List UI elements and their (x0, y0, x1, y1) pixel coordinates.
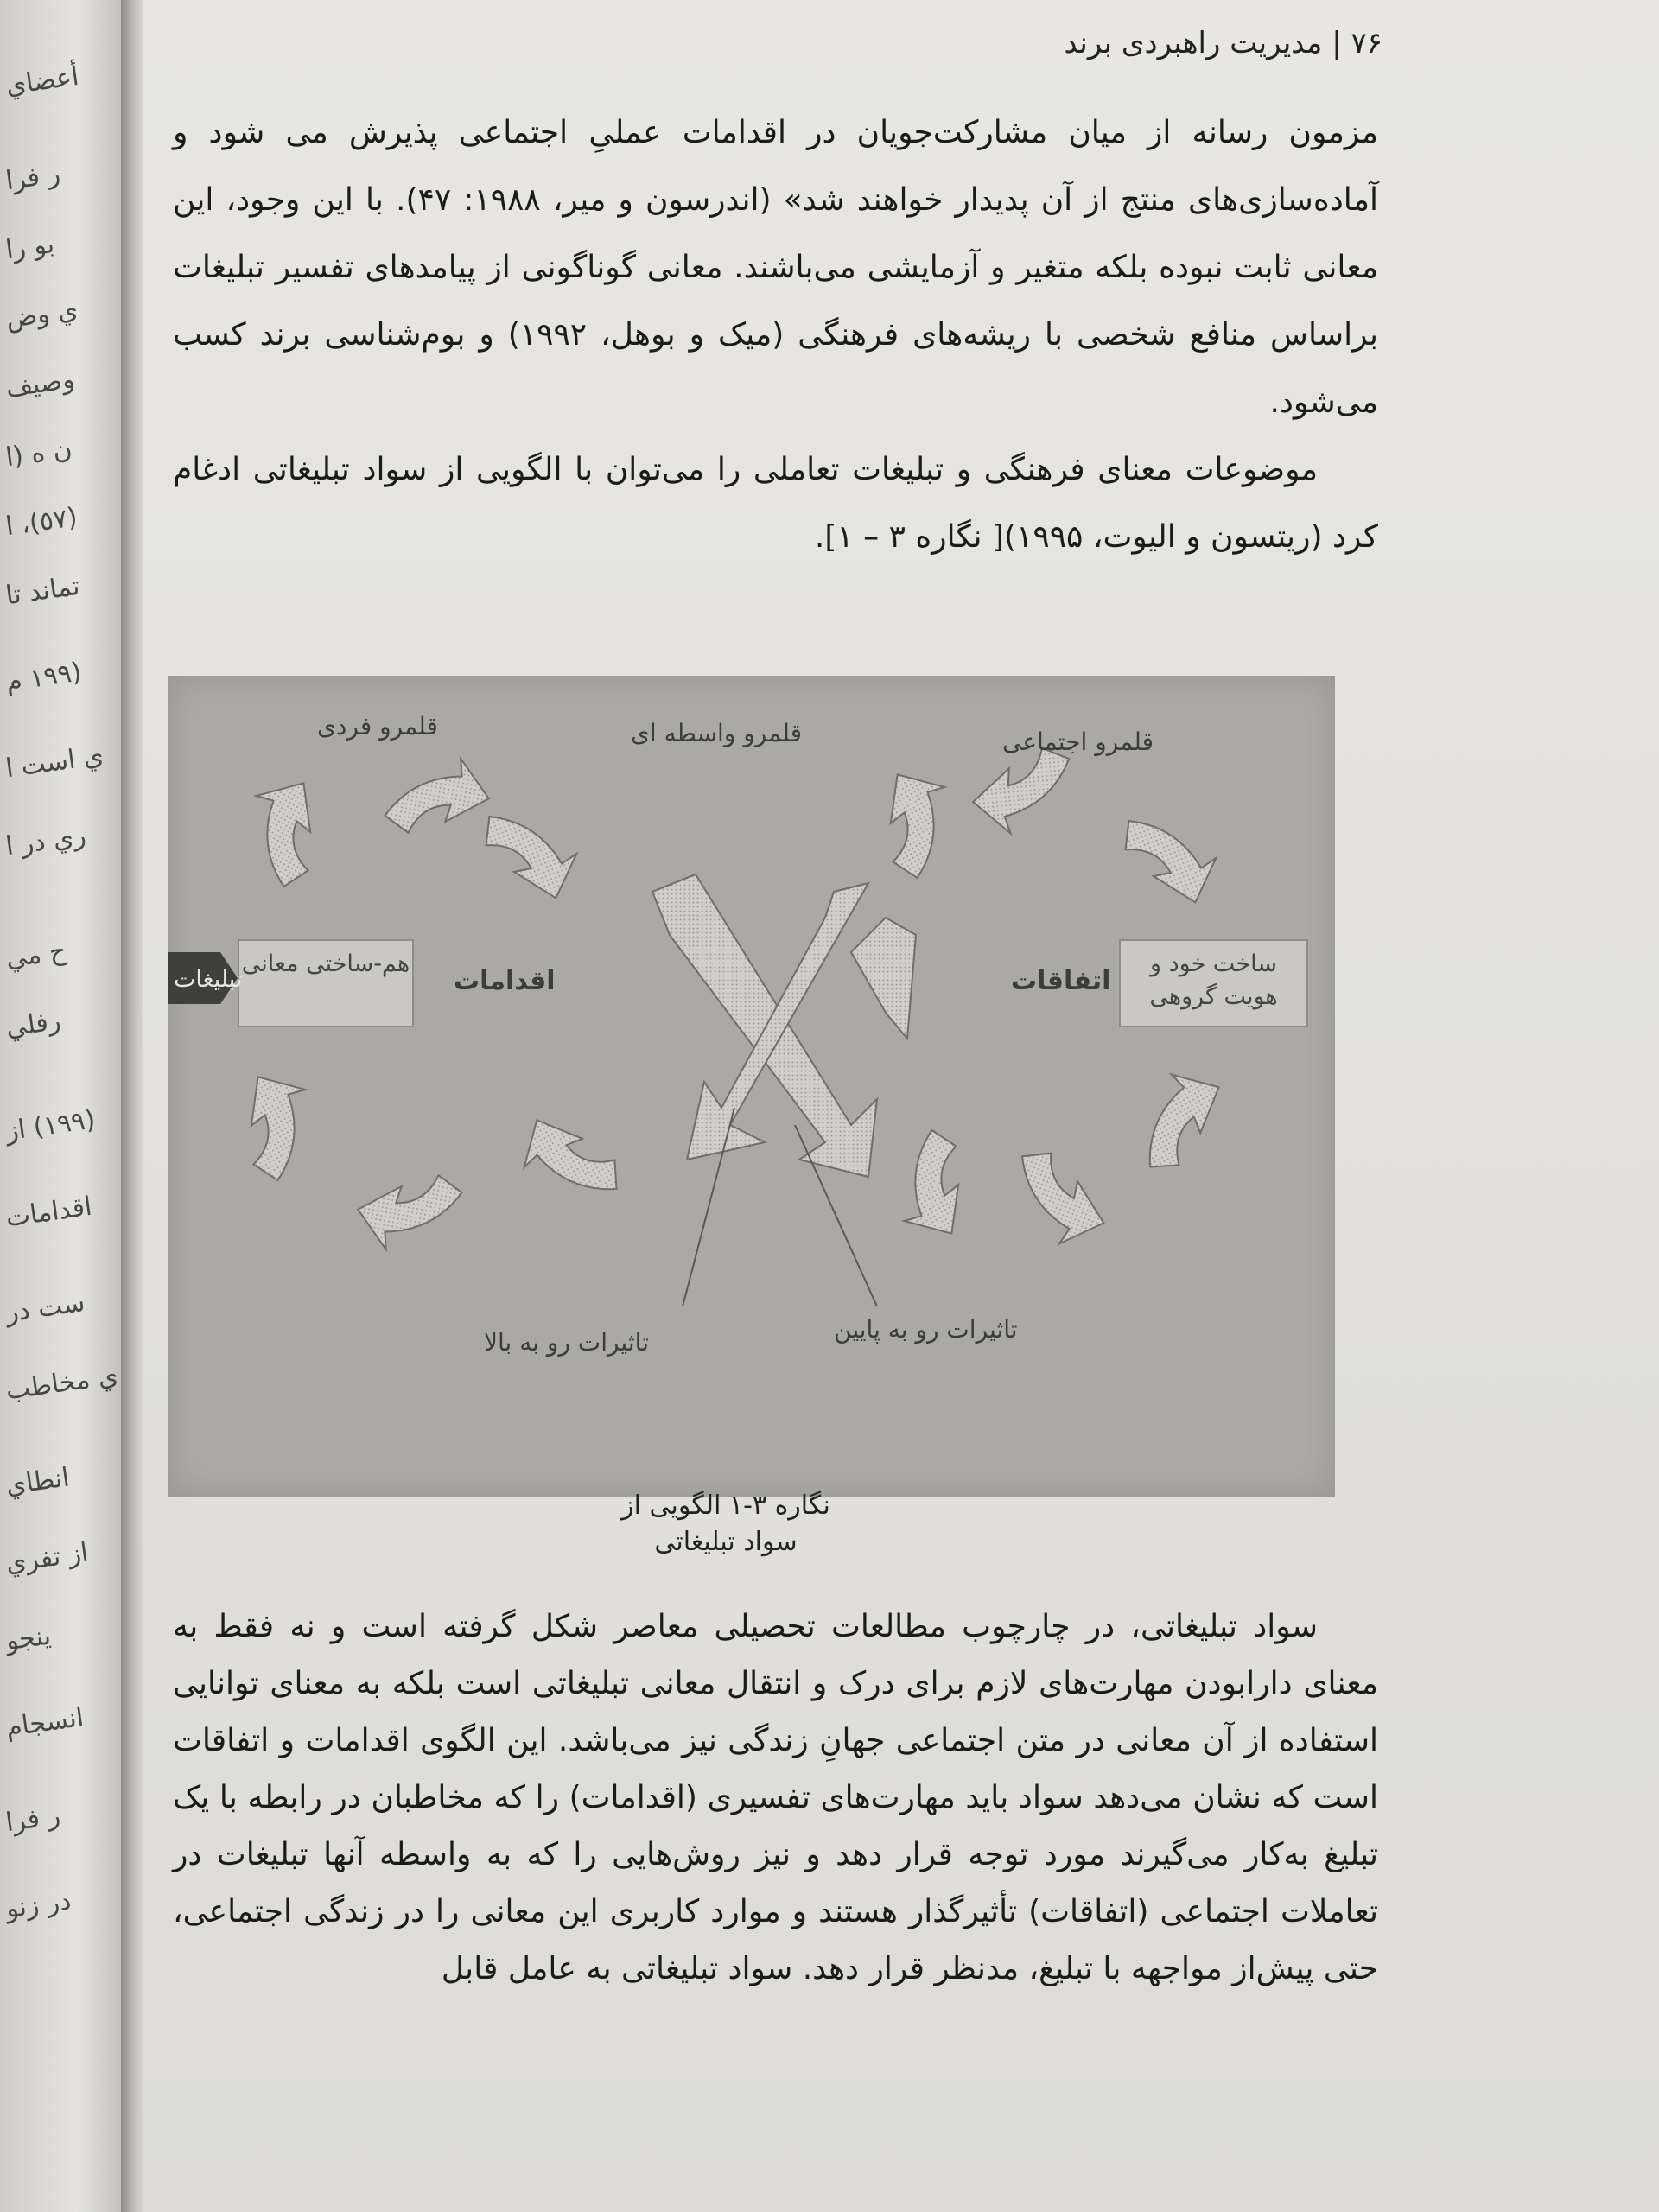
left-page-fragment: تماند تا (3, 570, 82, 612)
figure-graphics (168, 676, 1335, 1497)
book-title: مدیریت راهبردی برند (1064, 26, 1323, 60)
left-page-fragment: ي وض (3, 295, 80, 335)
cycle-arrow (999, 1144, 1121, 1255)
label-intermediate-realm: قلمرو واسطه ای (631, 719, 803, 747)
left-page-fragment: رفلي (3, 1005, 63, 1044)
cycle-arrow (477, 793, 588, 915)
cycle-arrow (1116, 1058, 1243, 1179)
left-page-fragment: أعضاي (3, 60, 81, 102)
page-number: ۷۶ (1351, 26, 1382, 60)
top-text-block (173, 99, 1378, 571)
left-page-fragment: وصيف (3, 364, 77, 404)
label-downward-effects: تاثیرات رو به پایین (834, 1315, 1018, 1344)
cycle-arrow (224, 766, 345, 893)
left-page-fragment: ي است ا (3, 740, 106, 785)
paragraph-topics: موضوعات معنای فرهنگی و تبلیغات تعاملی را می‌توان با الگویی از سواد تبلیغاتی ادغام کرد (ریتسون و الیوت، ۱۹۹۵)[ نگاره ۳ – ۱]. (173, 452, 1378, 555)
left-page-fragment: (٥٧)، ا (3, 502, 79, 543)
label-events: اتفاقات (1011, 966, 1111, 996)
header-separator: | (1332, 26, 1342, 60)
label-advertising: تبلیغات (174, 966, 243, 993)
left-page-fragment: ح مي (3, 935, 68, 975)
cross-arrow-head (851, 918, 916, 1039)
figure-caption (501, 1488, 950, 1560)
cycle-arrow (1116, 798, 1228, 919)
left-page-fragment: اقدامات (3, 1191, 94, 1234)
paragraph-continued: مزمون رسانه از میان مشارکت‌جویان در اقدامات عملیِ اجتماعی پذیرش می شود و آماده‌سازی‌های منتج از آن پدیدار خواهند شد» (اندرسون و میر، ۱۹۸۸: ۴۷). با این وجود، این معانی ثابت نبوده بلکه متغیر و آزمایشی می‌باشند. معانی گوناگونی از پیامدهای تفسیر تبلیغات براساس منافع شخصی با ریشه‌های فرهنگی (میک و بوهل، ۱۹۹۲) و بوم‌شناسی برند کسب می‌شود. (173, 115, 1378, 420)
label-actions: اقدامات (454, 966, 556, 996)
left-page-fragment: از تفري (3, 1537, 91, 1580)
left-page-fragment: بو را (3, 228, 56, 266)
left-page-fragment: انسجام (3, 1702, 86, 1744)
label-social-realm: قلمرو اجتماعی (1002, 728, 1154, 756)
cycle-arrow (383, 747, 495, 846)
paragraph-advertising-literacy: سواد تبلیغاتی، در چارچوب مطالعات تحصیلی معاصر شکل گرفته است و نه فقط به معنای دارابودن مهارت‌های لازم برای درک و انتقال معانی تبلیغاتی است بلکه به معنای توانایی استفاده از آن معانی در متن اجتماعی جهانِ زندگی نیز می‌باشد. این الگوی اقدامات و اتفاقات است که نشان می‌دهد سواد باید مهارت‌های تفسیری (اقدامات) را که مخاطبان در رابطه با یک تبلیغ به‌کار می‌گیرند مورد توجه قرار دهد و نیز روش‌هایی را که به واسطه آنها تبلیغات در تعاملات اجتماعی (اتفاقات) تأثیرگذار هستند و موارد کاربری این معانی را در زندگی اجتماعی، حتی پیش‌از مواجهه با تبلیغ، مدنظر قرار دهد. سواد تبلیغاتی به عامل قابل (173, 1609, 1378, 1986)
left-page-fragment: ينجو (3, 1620, 54, 1657)
bottom-text-block (173, 1599, 1378, 1998)
caption-line-2: سواد تبلیغاتی (654, 1527, 798, 1557)
left-page-fragment: ن ه (ا (3, 433, 74, 474)
left-page-fragment: ست در (3, 1287, 87, 1329)
box-co-construction-of-meanings: هم-ساختی معانی (238, 939, 414, 1027)
figure-advertising-literacy-model (168, 676, 1335, 1497)
left-page-fragment: انطاي (3, 1462, 72, 1502)
left-page-fragment: ر فرا (3, 1800, 62, 1839)
cycle-arrow (969, 746, 1075, 836)
left-page-fragment: ري در ا (3, 820, 88, 862)
label-upward-effects: تاثیرات رو به بالا (484, 1328, 649, 1357)
running-header (1065, 26, 1382, 60)
caption-line-1: نگاره ۳-۱ الگویی از (621, 1491, 830, 1521)
cycle-arrow (217, 1059, 338, 1186)
cycle-arrow (856, 757, 977, 884)
cycle-arrow (507, 1096, 628, 1224)
cycle-arrow (352, 1163, 464, 1262)
left-page-fragment: در زنو (3, 1885, 73, 1925)
left-page-fragment: ر فرا (3, 158, 62, 197)
box-self-and-group-identity: ساخت خود و هویت گروهی (1119, 939, 1308, 1027)
left-page-edge (0, 0, 130, 2212)
cycle-arrow (872, 1124, 993, 1251)
label-individual-realm: قلمرو فردی (317, 712, 438, 741)
left-page-fragment: (١٩٩ م (3, 657, 84, 698)
left-page-fragment: ي مخاطب (3, 1360, 120, 1407)
left-page-fragment: (١٩٩) از (3, 1104, 98, 1147)
